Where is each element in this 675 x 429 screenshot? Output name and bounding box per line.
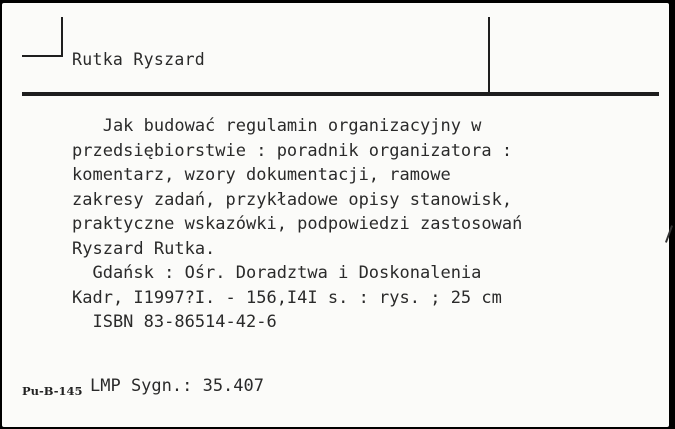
edge-mark: [665, 225, 673, 243]
description-line: Gdańsk : Ośr. Doradztwa i Doskonalenia: [72, 263, 482, 283]
description-line: Jak budować regulamin organizacyjny w: [72, 116, 482, 136]
author-heading: Rutka Ryszard: [72, 50, 206, 69]
heading-left-tick-rule: [22, 55, 63, 57]
description-line: komentarz, wzory dokumentacji, ramowe: [72, 165, 451, 185]
bibliographic-description: [72, 114, 522, 335]
heading-left-vertical-rule: [61, 17, 63, 57]
description-line: przedsiębiorstwie : poradnik organizatora :: [72, 140, 513, 161]
catalog-card: [2, 3, 669, 427]
description-line: praktyczne wskazówki, podpowiedzi zastosowań: [72, 214, 523, 234]
description-line: Ryszard Rutka.: [72, 238, 216, 259]
description-line: ISBN 83-86514-42-6: [72, 312, 277, 332]
description-line: zakresy zadań, przykładowe opisy stanowisk,: [72, 189, 513, 210]
shelf-signature: LMP Sygn.: 35.407: [90, 376, 264, 396]
description-line: Kadr, I1997?I. - 156,I4I s. : rys. ; 25 cm: [72, 287, 502, 308]
heading-right-vertical-rule: [488, 17, 490, 93]
call-number-stamp: Pu-B-145: [22, 384, 83, 398]
heading-underline-rule: [22, 92, 659, 96]
